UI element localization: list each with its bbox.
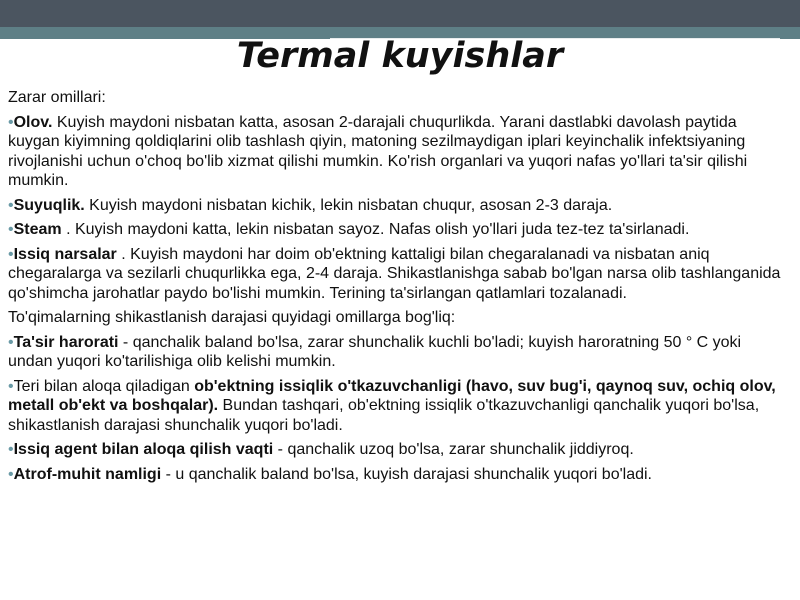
bullet-icon: • xyxy=(8,465,14,483)
factor-item-vaqt xyxy=(8,440,790,460)
bullet-icon: • xyxy=(8,196,14,214)
factor-description: - qanchalik baland bo'lsa, zarar shunchalik kuchli bo'ladi; kuyish haroratning 50 ° C yoki undan yuqori ko'tarilishiga olib kelishi mumkin. xyxy=(8,333,742,370)
list-item-steam xyxy=(8,220,790,240)
slide-body xyxy=(8,88,790,489)
item-term: Steam xyxy=(13,221,62,238)
factors-intro-text: To'qimalarning shikastlanish darajasi quyidagi omillarga bog'liq: xyxy=(8,309,456,326)
item-description: . Kuyish maydoni katta, lekin nisbatan sayoz. Nafas olish yo'llari juda tez-tez ta'sirlanadi. xyxy=(61,221,690,238)
factor-item-otkazuvchanlik xyxy=(8,377,790,436)
list-item-olov xyxy=(8,113,790,191)
item-description: Kuyish maydoni nisbatan kichik, lekin nisbatan chuqur, asosan 2-3 daraja. xyxy=(84,196,613,214)
item-term: Issiq narsalar xyxy=(13,245,117,263)
factor-item-harorat xyxy=(8,333,790,372)
list-item-suyuqlik xyxy=(8,196,790,216)
factor-term: ob'ektning issiqlik o'tkazuvchanligi (havo, suv bug'i, qaynoq suv, ochiq olov, metall ob'ekt va boshqalar). xyxy=(8,377,776,414)
item-term: Olov. xyxy=(13,113,53,131)
factor-description: - qanchalik uzoq bo'lsa, zarar shunchalik jiddiyroq. xyxy=(273,441,634,458)
item-term: Suyuqlik. xyxy=(13,196,85,214)
slide-title: Termal kuyishlar xyxy=(236,36,564,76)
factor-term: Atrof-muhit namligi xyxy=(13,465,162,483)
factor-description: - u qanchalik baland bo'lsa, kuyish darajasi shunchalik yuqori bo'ladi. xyxy=(161,465,652,483)
factor-term: Ta'sir harorati xyxy=(13,333,119,351)
item-description: Kuyish maydoni nisbatan katta, asosan 2-darajali chuqurlikda. Yarani dastlabki davolash paytida kuygan kiyimning qoldiqlarini olib tashlash qiyin, matoning sezilmaydigan iplari keyinchalik infektsiyaning rivojlanishi uchun o'choq bo'lib xizmat qilishi mumkin. Ko'rish organlari va yuqori nafas yo'llari ta'sir qilishi mumkin. xyxy=(8,113,748,189)
intro-text: Zarar omillari: xyxy=(8,89,106,106)
list-item-issiq-narsalar xyxy=(8,245,790,304)
bullet-icon: • xyxy=(8,441,14,458)
bullet-icon: • xyxy=(8,377,14,395)
factor-prefix: Teri bilan aloqa qiladigan xyxy=(13,377,195,395)
factor-description: Bundan tashqari, ob'ektning issiqlik o'tkazuvchanligi qanchalik yuqori bo'lsa, shikastlanish darajasi shunchalik yuqori bo'ladi. xyxy=(8,397,760,434)
bullet-icon: • xyxy=(8,333,14,351)
bullet-icon: • xyxy=(8,245,14,263)
factor-term: Issiq agent bilan aloqa qilish vaqti xyxy=(13,441,274,458)
item-description: . Kuyish maydoni har doim ob'ektning kattaligi bilan chegaralanadi va nisbatan aniq chegaralarga va sezilarli chuqurlikka ega, 2-4 daraja. Shikastlanishga sabab bo'lgan narsa olib tashlanganida qo'shimcha jarohatlar paydo bo'lishi mumkin. Terining ta'sirlangan qatlamlari tozalanadi. xyxy=(8,245,781,302)
bullet-icon: • xyxy=(8,221,14,238)
header-band-dark xyxy=(0,0,800,27)
bullet-icon: • xyxy=(8,113,14,131)
factor-item-namlik xyxy=(8,465,790,485)
